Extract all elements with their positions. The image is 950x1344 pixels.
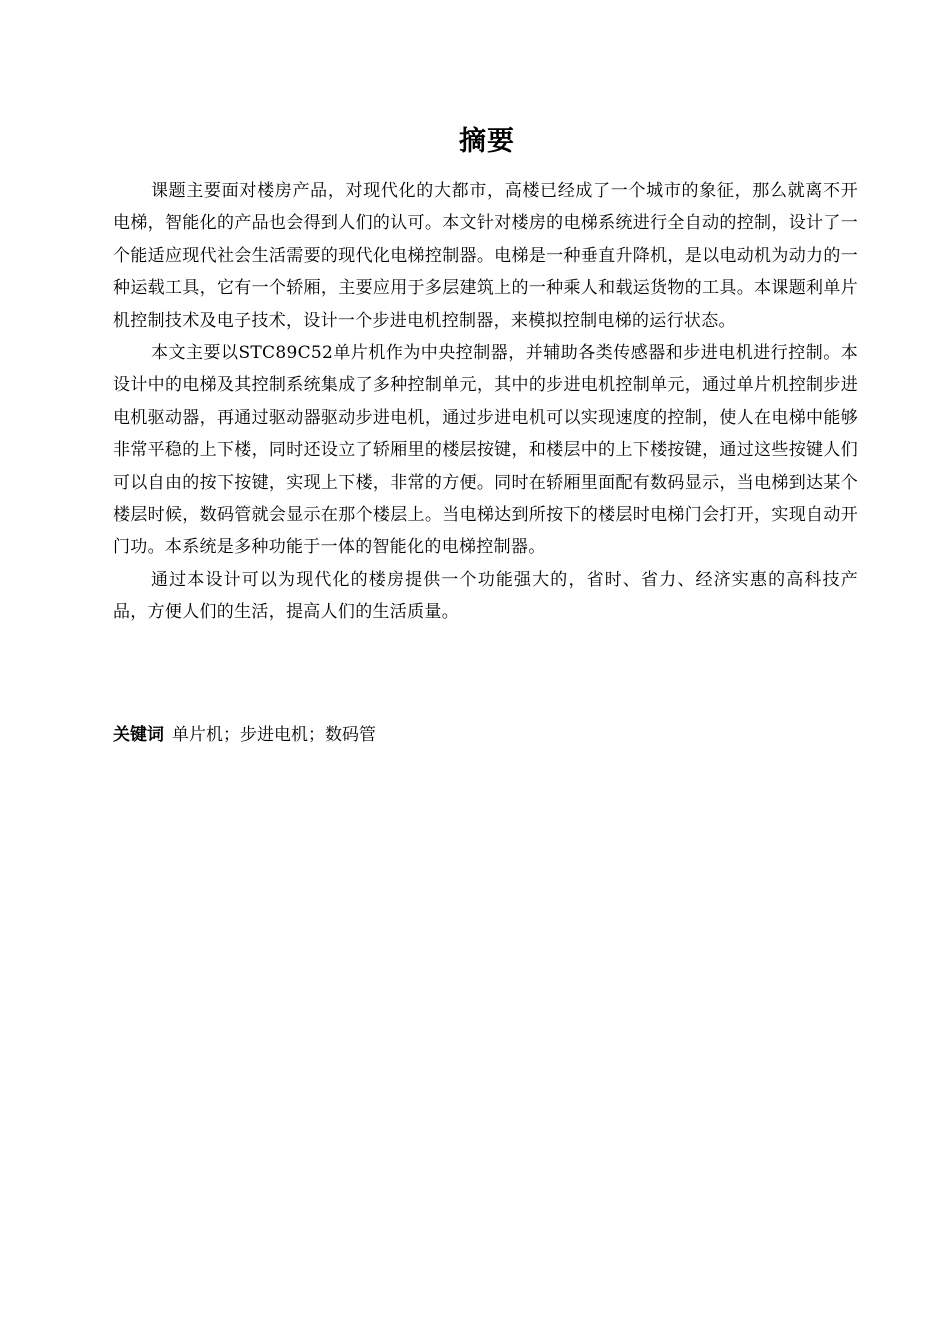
abstract-paragraph-1: 课题主要面对楼房产品，对现代化的大都市，高楼已经成了一个城市的象征，那么就离不开电梯，智能化的产品也会得到人们的认可。本文针对楼房的电梯系统进行全自动的控制，设计了一个能适应现代社会生活需要的现代化电梯控制器。电梯是一种垂直升降机，是以电动机为动力的一种运载工具，它有一个轿厢，主要应用于多层建筑上的一种乘人和载运货物的工具。本课题利单片机控制技术及电子技术，设计一个步进电机控制器，来模拟控制电梯的运行状态。 <box>113 181 858 331</box>
keywords-value: 单片机；步进电机；数码管 <box>172 725 376 745</box>
abstract-title: 摘要 <box>459 126 515 157</box>
abstract-paragraph-3: 通过本设计可以为现代化的楼房提供一个功能强大的，省时、省力、经济实惠的高科技产品，方便人们的生活，提高人们的生活质量。 <box>113 569 858 623</box>
keywords-line <box>113 720 376 750</box>
abstract-paragraph-2: 本文主要以STC89C52单片机作为中央控制器，并辅助各类传感器和步进电机进行控制。本设计中的电梯及其控制系统集成了多种控制单元，其中的步进电机控制单元，通过单片机控制步进电机驱动器，再通过驱动器驱动步进电机，通过步进电机可以实现速度的控制，使人在电梯中能够非常平稳的上下楼，同时还设立了轿厢里的楼层按键，和楼层中的上下楼按键，通过这些按键人们可以自由的按下按键，实现上下楼，非常的方便。同时在轿厢里面配有数码显示，当电梯到达某个楼层时候，数码管就会显示在那个楼层上。当电梯达到所按下的楼层时电梯门会打开，实现自动开门功。本系统是多种功能于一体的智能化的电梯控制器。 <box>113 343 858 558</box>
abstract-body <box>113 175 858 629</box>
keywords-label: 关键词 <box>113 725 164 745</box>
